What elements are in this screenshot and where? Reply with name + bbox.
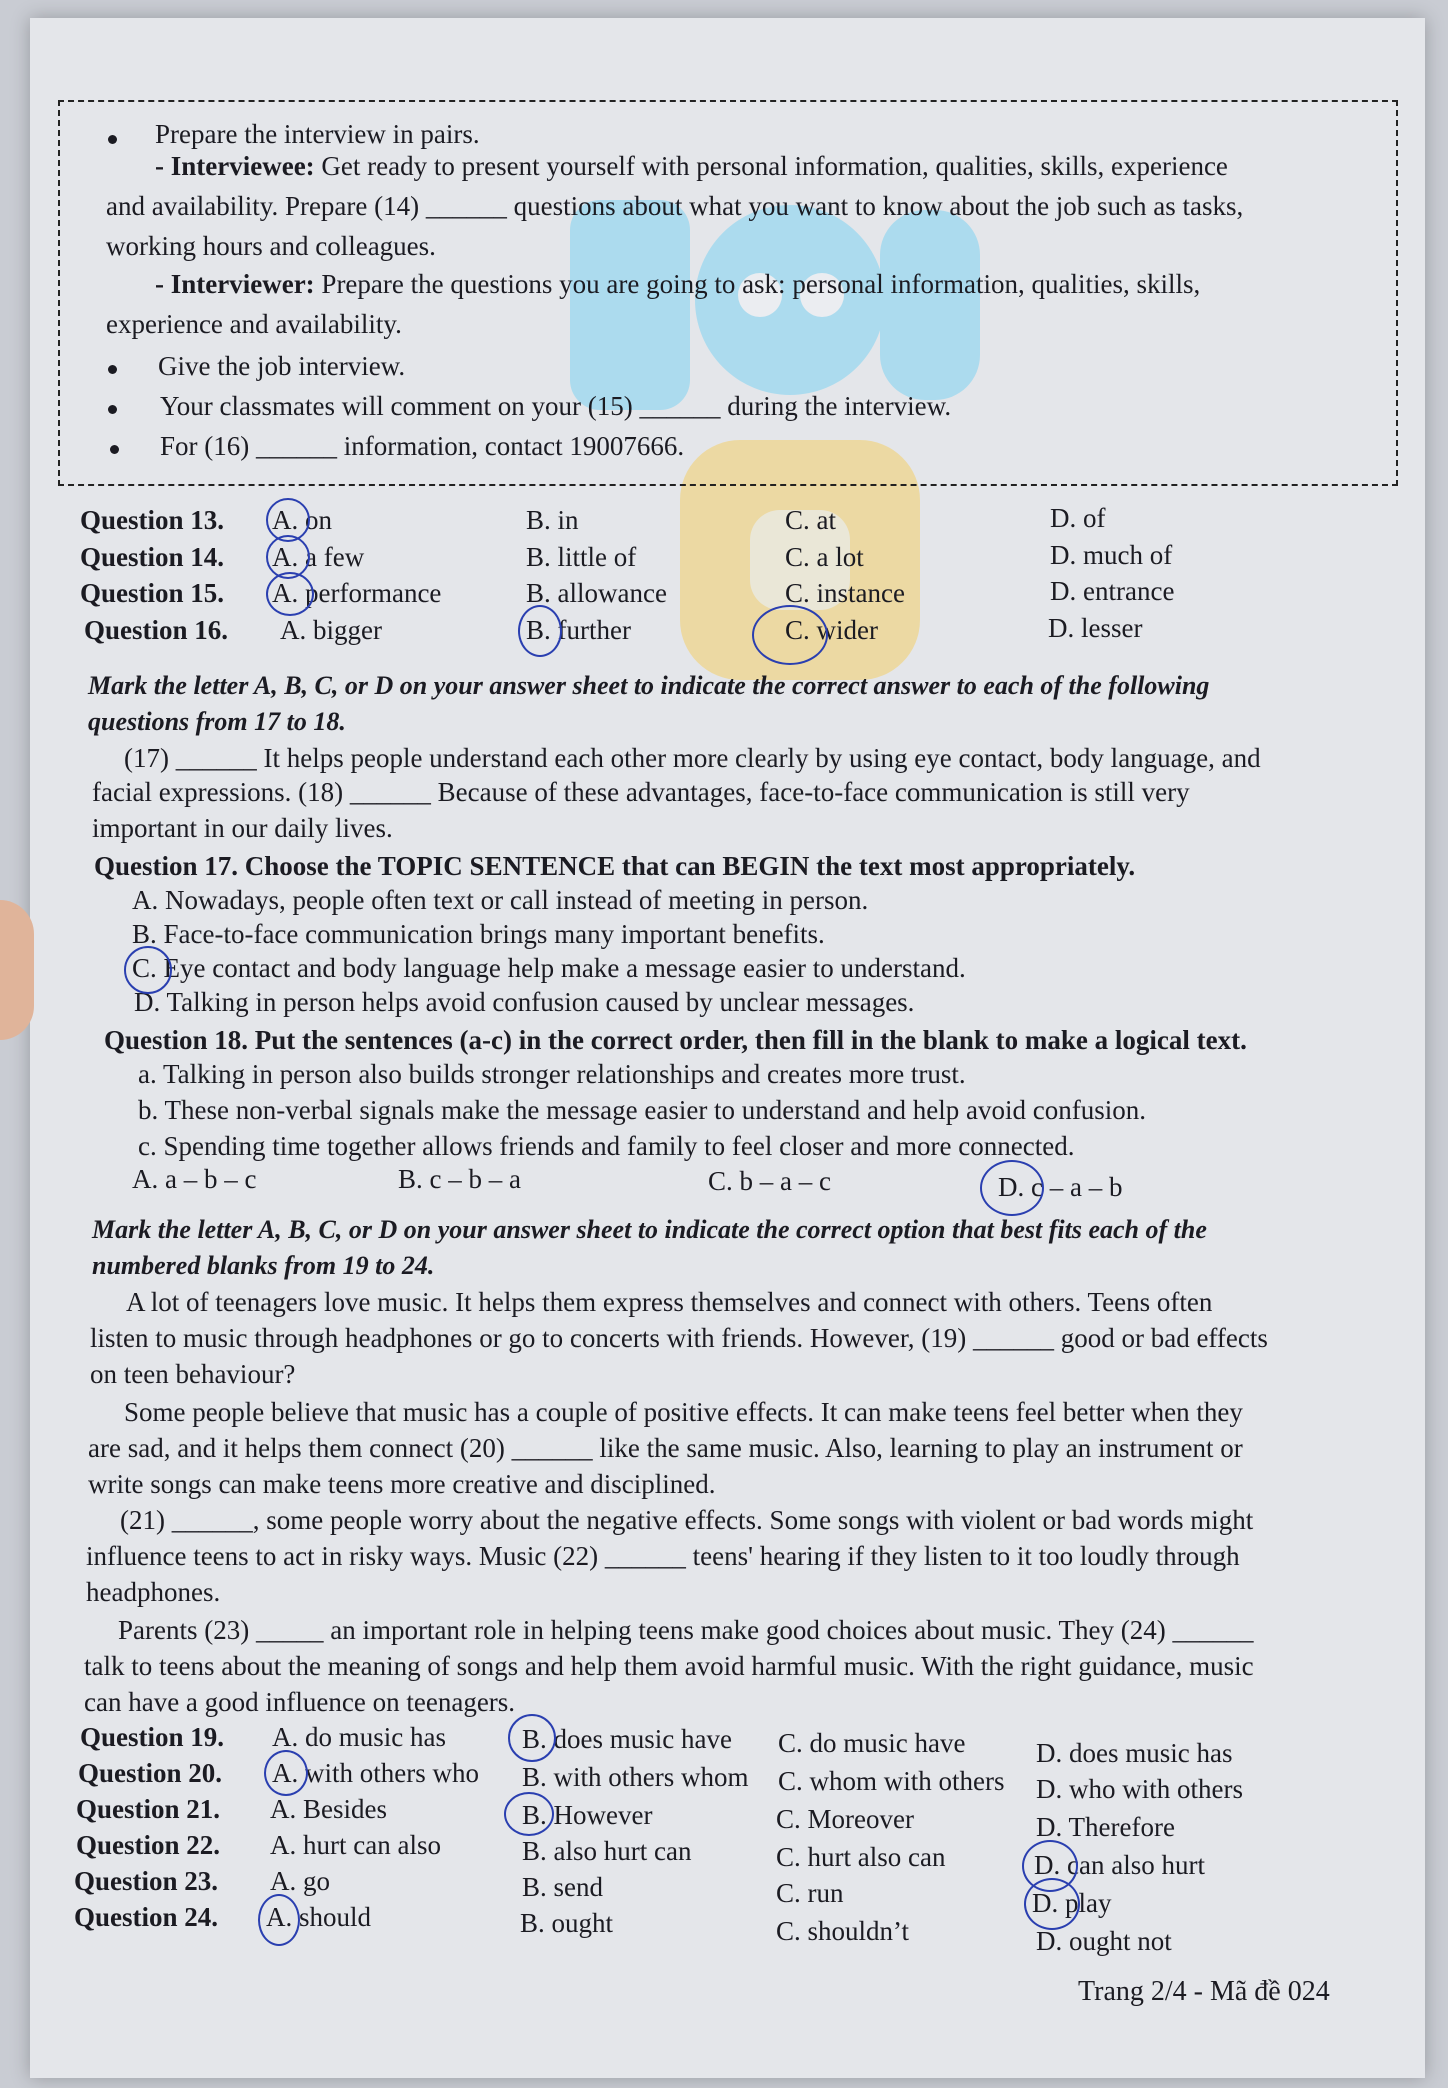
option-c: C. wider	[785, 615, 878, 645]
answer-mark	[258, 1894, 300, 1946]
option-d: D. entrance	[1050, 576, 1175, 606]
interviewee-text-2: and availability. Prepare (14) ______ questions about what you want to know about the job such as tasks,	[106, 191, 1244, 221]
answer-mark	[518, 605, 562, 657]
question-18-label: Question 18. Put the sentences (a-c) in the correct order, then fill in the blank to make a logical text.	[104, 1025, 1247, 1055]
question-label: Question 22.	[76, 1830, 221, 1860]
passage-line: listen to music through headphones or go to concerts with friends. However, (19) ______ good or bad effects	[90, 1323, 1268, 1353]
question-label: Question 20.	[78, 1758, 223, 1788]
passage-line: influence teens to act in risky ways. Music (22) ______ teens' hearing if they listen to it too loudly through	[86, 1541, 1240, 1571]
answer-mark	[504, 1792, 554, 1836]
box-bullet-2: Give the job interview.	[158, 351, 406, 381]
option-a: A. bigger	[280, 615, 382, 645]
q18-sentence-b: b. These non-verbal signals make the message easier to understand and help avoid confusion.	[138, 1095, 1146, 1125]
option-a: A. should	[266, 1902, 372, 1932]
passage-line: Parents (23) _____ an important role in helping teens make good choices about music. They (24) ______	[118, 1615, 1254, 1645]
box-bullet-3: Your classmates will comment on your (15) ______ during the interview.	[160, 391, 952, 421]
option-d: D. of	[1050, 503, 1106, 533]
option-d: D. play	[1032, 1888, 1112, 1918]
option-b: B. further	[526, 615, 631, 645]
question-label: Question 23.	[74, 1866, 219, 1896]
question-17-label: Question 17. Choose the TOPIC SENTENCE that can BEGIN the text most appropriately.	[94, 851, 1136, 881]
option-b: B. However	[522, 1800, 653, 1830]
option-a: A. on	[272, 505, 332, 535]
interviewee-label: - Interviewee:	[155, 151, 315, 181]
passage-line: can have a good influence on teenagers.	[84, 1687, 516, 1717]
q17-option-a: A. Nowadays, people often text or call instead of meeting in person.	[132, 885, 869, 915]
bullet	[108, 365, 117, 374]
q18-option-c: C. b – a – c	[708, 1166, 831, 1196]
q17-option-b: B. Face-to-face communication brings many important benefits.	[132, 919, 825, 949]
passage-line: are sad, and it helps them connect (20) ______ like the same music. Also, learning to play an instrument or	[88, 1433, 1243, 1463]
passage-line: Some people believe that music has a couple of positive effects. It can make teens feel better when they	[124, 1397, 1243, 1427]
option-b: B. in	[526, 505, 579, 535]
option-d: D. can also hurt	[1034, 1850, 1205, 1880]
question-label: Question 21.	[76, 1794, 221, 1824]
instruction-17-18-cont: questions from 17 to 18.	[88, 707, 346, 736]
q18-sentence-c: c. Spending time together allows friends and family to feel closer and more connected.	[138, 1131, 1075, 1161]
bullet	[108, 135, 117, 144]
option-d: D. much of	[1050, 540, 1173, 570]
box-bullet-4: For (16) ______ information, contact 19007666.	[160, 431, 685, 461]
interviewer-text-1: Prepare the questions you are going to ask: personal information, qualities, skills,	[321, 269, 1201, 299]
q18-option-b: B. c – b – a	[398, 1164, 521, 1194]
option-b: B. allowance	[526, 578, 667, 608]
paragraph-17: important in our daily lives.	[92, 813, 393, 843]
option-a: A. do music has	[272, 1722, 446, 1752]
question-label: Question 15.	[80, 578, 225, 608]
answer-mark	[752, 605, 828, 665]
q18-option-d: D. c – a – b	[998, 1172, 1123, 1202]
answer-mark	[508, 1714, 556, 1762]
option-b: B. does music have	[522, 1724, 732, 1754]
option-c: C. do music have	[778, 1728, 966, 1758]
paragraph-17: facial expressions. (18) ______ Because of these advantages, face-to-face communication is still very	[92, 777, 1190, 807]
question-label: Question 19.	[80, 1722, 225, 1752]
interviewer-text-2: experience and availability.	[106, 309, 402, 339]
option-c: C. at	[785, 505, 836, 535]
option-b: B. little of	[526, 542, 637, 572]
option-c: C. shouldn’t	[776, 1916, 910, 1946]
option-b: B. send	[522, 1872, 603, 1902]
question-label: Question 14.	[80, 542, 225, 572]
bullet	[110, 445, 119, 454]
passage-line: A lot of teenagers love music. It helps them express themselves and connect with others. Teens often	[126, 1287, 1213, 1317]
option-a: A. go	[270, 1866, 330, 1896]
q17-option-c: C. Eye contact and body language help make a message easier to understand.	[132, 953, 966, 983]
option-d: D. ought not	[1036, 1926, 1172, 1956]
answer-mark	[980, 1160, 1044, 1216]
box-interviewer-line	[155, 268, 1200, 300]
option-b: B. ought	[520, 1908, 614, 1938]
passage-line: (21) ______, some people worry about the negative effects. Some songs with violent or bad words might	[120, 1505, 1254, 1535]
option-d: D. who with others	[1036, 1774, 1243, 1804]
instruction-19-24-cont: numbered blanks from 19 to 24.	[92, 1251, 435, 1280]
option-a: A. hurt can also	[270, 1830, 441, 1860]
option-b: B. also hurt can	[522, 1836, 692, 1866]
answer-mark	[264, 1750, 308, 1796]
answer-mark	[266, 572, 314, 616]
option-c: C. whom with others	[778, 1766, 1005, 1796]
bullet	[108, 405, 117, 414]
paragraph-17: (17) ______ It helps people understand each other more clearly by using eye contact, body language, and	[124, 743, 1261, 773]
option-c: C. hurt also can	[776, 1842, 946, 1872]
option-d: D. lesser	[1048, 613, 1143, 643]
interviewer-label: - Interviewer:	[155, 269, 315, 299]
question-label: Question 16.	[84, 615, 229, 645]
box-interviewee-line	[155, 150, 1228, 182]
question-label: Question 13.	[80, 505, 225, 535]
passage-line: talk to teens about the meaning of songs and help them avoid harmful music. With the right guidance, music	[84, 1651, 1254, 1681]
q18-sentence-a: a. Talking in person also builds stronger relationships and creates more trust.	[138, 1059, 966, 1089]
option-a: A. performance	[272, 578, 442, 608]
option-a: A. with others who	[272, 1758, 479, 1788]
passage-line: write songs can make teens more creative and disciplined.	[88, 1469, 716, 1499]
option-c: C. Moreover	[776, 1804, 914, 1834]
answer-mark	[1024, 1878, 1080, 1930]
option-a: A. Besides	[270, 1794, 387, 1824]
answer-mark	[124, 946, 172, 994]
option-c: C. instance	[785, 578, 905, 608]
option-c: C. run	[776, 1878, 844, 1908]
option-b: B. with others whom	[522, 1762, 749, 1792]
q18-option-a: A. a – b – c	[132, 1164, 257, 1194]
interviewee-text-1: Get ready to present yourself with personal information, qualities, skills, experience	[321, 151, 1228, 181]
q17-option-d: D. Talking in person helps avoid confusion caused by unclear messages.	[134, 987, 915, 1017]
instruction-17-18: Mark the letter A, B, C, or D on your answer sheet to indicate the correct answer to each of the following	[88, 671, 1210, 700]
option-c: C. a lot	[785, 542, 864, 572]
passage-line: on teen behaviour?	[90, 1359, 296, 1389]
page-footer: Trang 2/4 - Mã đề 024	[1078, 1976, 1330, 2007]
option-a: A. a few	[272, 542, 365, 572]
box-bullet-1: Prepare the interview in pairs.	[155, 119, 480, 149]
instruction-19-24: Mark the letter A, B, C, or D on your answer sheet to indicate the correct option that best fits each of the	[92, 1215, 1207, 1244]
option-d: D. does music has	[1036, 1738, 1233, 1768]
option-d: D. Therefore	[1036, 1812, 1175, 1842]
question-label: Question 24.	[74, 1902, 219, 1932]
interviewee-text-3: working hours and colleagues.	[106, 231, 436, 261]
passage-line: headphones.	[86, 1577, 221, 1607]
